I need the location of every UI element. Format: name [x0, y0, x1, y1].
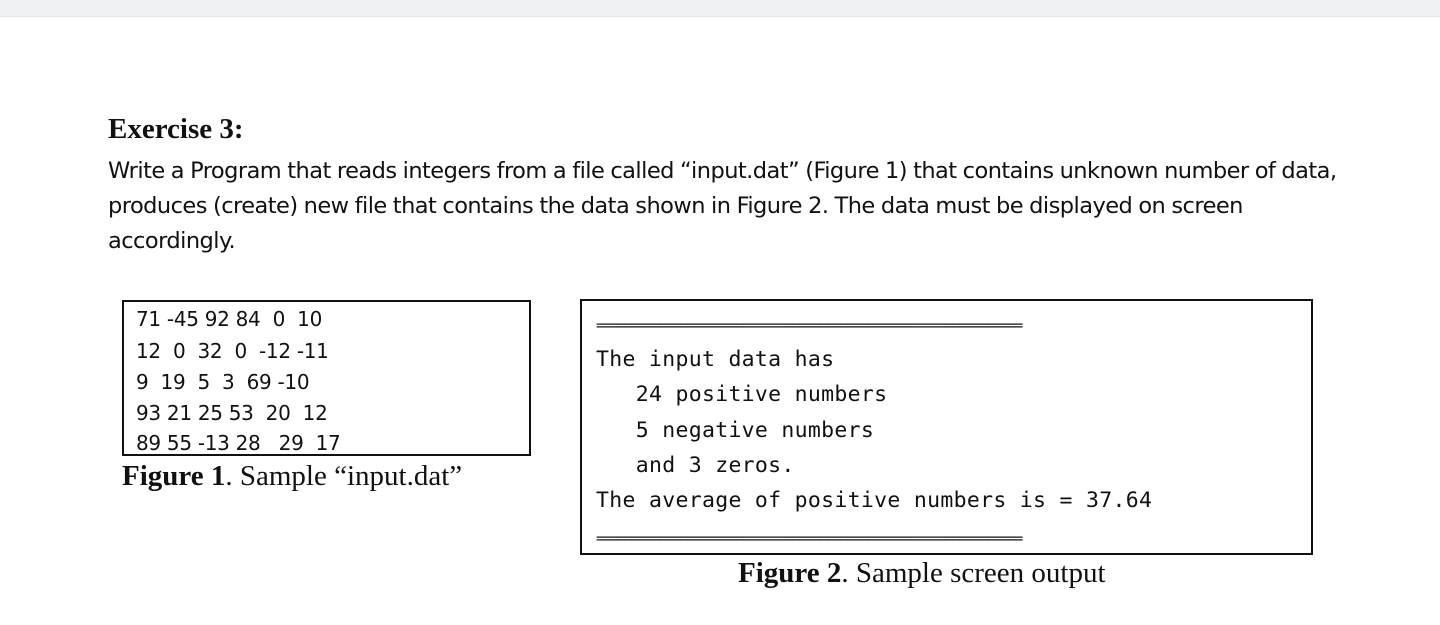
figure1-row: 12 0 32 0 -12 -11: [136, 339, 329, 363]
figure1-caption-label: Figure 1: [122, 460, 226, 492]
top-bar: [0, 0, 1440, 17]
figure1-caption-text: . Sample “input.dat”: [225, 460, 463, 492]
exercise-title: Exercise 3:: [108, 113, 244, 145]
output-line: The average of positive numbers is = 37.64: [596, 488, 1153, 513]
figure1-row: 9 19 5 3 69 -10: [136, 370, 310, 394]
figure2-caption: [738, 555, 1106, 591]
exercise-description: Write a Program that reads integers from a file called “input.dat” (Figure 1) that contains unknown number of data, produces (create) new file that contains the data shown in Figure 2. The data must be displayed on screen accordingly.: [108, 158, 1337, 254]
figure2-output-box: [580, 299, 1313, 555]
output-line: and 3 zeros.: [596, 453, 795, 478]
output-line: The input data has: [596, 347, 835, 372]
figure1-row: 93 21 25 53 20 12: [136, 401, 328, 425]
output-line: 5 negative numbers: [596, 418, 875, 443]
separator-line-bottom: =============================================================: [596, 532, 1022, 546]
figure1-data-box: [122, 300, 531, 456]
figure2-caption-text: . Sample screen output: [841, 557, 1106, 589]
figure1-row: 71 -45 92 84 0 10: [136, 307, 322, 331]
separator-line-top: =============================================================: [596, 319, 1022, 333]
figure1-caption: [122, 458, 462, 494]
figure1-row: 89 55 -13 28 29 17: [136, 431, 341, 455]
output-line: 24 positive numbers: [596, 382, 888, 407]
figure2-caption-label: Figure 2: [738, 557, 842, 589]
